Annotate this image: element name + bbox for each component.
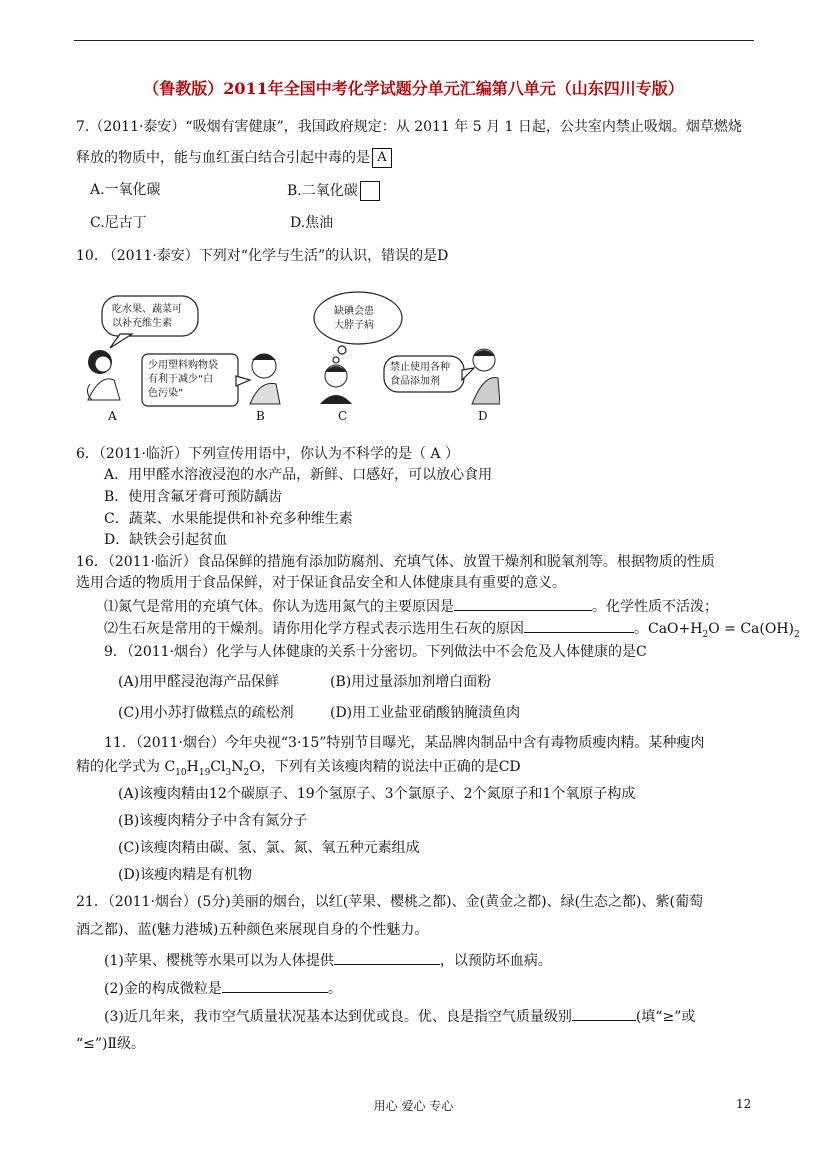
- q11-option-d: (D)该瘦肉精是有机物: [118, 867, 253, 883]
- bubble-b-line1: 少用塑料购物袋: [148, 360, 218, 371]
- bubble-b-line3: 色污染”: [148, 388, 184, 399]
- bubble-a-line1: 吃水果、蔬菜可: [112, 304, 182, 315]
- bubble-d-line2: 食品添加剂: [390, 376, 440, 387]
- bubble-b-line2: 有利于减少“白: [148, 374, 214, 385]
- q7-option-c: C.尼古丁: [90, 215, 147, 231]
- person-c-icon: [320, 365, 352, 404]
- q9-line1: 9．（2011·烟台）化学与人体健康的关系十分密切。下列做法中不会危及人体健康的是C: [104, 644, 647, 660]
- q16-sub1-blank[interactable]: [454, 596, 592, 611]
- q21-sub3: (3)近几年来，我市空气质量状况基本达到优或良。优、良是指空气质量级别 (填“≥”或: [104, 1006, 695, 1026]
- figure-label-c: C: [338, 409, 348, 423]
- q16-sub1: ⑴氮气是常用的充填气体。你认为选用氮气的主要原因是 。化学性质不活泼；: [104, 596, 718, 616]
- bubble-d: [384, 356, 474, 392]
- q6-option-a: A．用甲醛水溶液浸泡的水产品，新鲜、口感好，可以放心食用: [104, 467, 493, 483]
- q7-option-a: A.一氧化碳: [90, 182, 161, 198]
- figure-label-d: D: [478, 409, 488, 423]
- bubble-c: [314, 292, 402, 363]
- q21-line1: 21．（2011·烟台）(5分)美丽的烟台，以红(苹果、樱桃之都)、金(黄金之都)、绿(生态之都)、紫(葡萄: [76, 894, 703, 910]
- bubble-b: [142, 354, 250, 406]
- q11-line1: 11．（2011·烟台）今年央视“3·15”特别节目曝光，某品牌肉制品中含有毒物质瘦肉精。某种瘦肉: [104, 735, 705, 751]
- q9-option-a: (A)用甲醛浸泡海产品保鲜: [118, 674, 280, 690]
- q11-line2: 精的化学式为 $C_{10}H_{19}Cl_3N_2O$，下列有关该瘦肉精的说法中正确的是CD: [76, 759, 521, 778]
- q16-sub2: ⑵生石灰是常用的干燥剂。请你用化学方程式表示选用生石灰的原因 。$CaO+H_2O = Ca(OH)_2$: [104, 618, 800, 644]
- q6-option-b: B．使用含氟牙膏可预防龋齿: [104, 489, 283, 505]
- page-number: 12: [736, 1097, 752, 1111]
- page-title: （鲁教版）2011年全国中考化学试题分单元汇编第八单元（山东四川专版）: [143, 79, 684, 98]
- q16-line1: 16．（2011·临沂）食品保鲜的措施有添加防腐剂、充填气体、放置干燥剂和脱氧剂等。根据物质的性质: [76, 554, 715, 570]
- q6-option-c: C．蔬菜、水果能提供和补充多种维生素: [104, 511, 353, 527]
- q9-option-c: (C)用小苏打做糕点的疏松剂: [118, 705, 294, 721]
- person-a-icon: [87, 350, 120, 400]
- bubble-c-line2: 大脖子病: [334, 320, 374, 331]
- q21-sub1: (1)苹果、樱桃等水果可以为人体提供 ，以预防坏血病。: [104, 950, 552, 970]
- q11-option-b: (B)该瘦肉精分子中含有氮分子: [118, 813, 308, 829]
- q11-option-c: (C)该瘦肉精由碳、氢、氯、氮、氧五种元素组成: [118, 840, 420, 856]
- q7-line2: 释放的物质中，能与血红蛋白结合引起中毒的是 A: [76, 148, 392, 168]
- q6-line1: 6．（2011·临沂）下列宣传用语中，你认为不科学的是（ A ）: [76, 446, 459, 462]
- q7-option-d: D.焦油: [290, 215, 334, 231]
- q7-line1: 7.（2011·泰安）“吸烟有害健康”，我国政府规定：从 2011 年 5 月 1 日起，公共室内禁止吸烟。烟草燃烧: [76, 119, 742, 135]
- q7-option-b: B.二氧化碳: [287, 181, 380, 201]
- person-b-icon: [250, 354, 280, 404]
- header-rule: [74, 40, 754, 41]
- person-d-icon: [472, 349, 500, 404]
- q7-empty-box: [360, 181, 380, 201]
- figure-label-b: B: [256, 409, 265, 423]
- figure-label-a: A: [108, 409, 117, 423]
- q9-option-d: (D)用工业盐亚硝酸钠腌渍鱼肉: [330, 705, 521, 721]
- q21-sub2: (2)金的构成微粒是 。: [104, 978, 342, 998]
- q7-answer-box: A: [372, 148, 392, 168]
- q9-option-b: (B)用过量添加剂增白面粉: [330, 674, 492, 690]
- q10-cartoon-figure: [80, 288, 500, 428]
- q21-sub2-blank[interactable]: [222, 978, 328, 993]
- q21-sub1-blank[interactable]: [334, 950, 440, 965]
- q21-line2: 酒之都)、蓝(魅力港城)五种颜色来展现自身的个性魅力。: [76, 922, 429, 938]
- bubble-d-line1: 禁止使用各种: [390, 362, 450, 373]
- q10-line1: 10. （2011·泰安）下列对“化学与生活”的认识，错误的是D: [76, 248, 449, 264]
- q21-line4: “≤”)Ⅱ级。: [76, 1036, 146, 1052]
- q21-sub3-blank[interactable]: [572, 1006, 636, 1021]
- bubble-a-line2: 以补充维生素: [112, 318, 172, 329]
- q6-option-d: D．缺铁会引起贫血: [104, 532, 228, 548]
- q11-option-a: (A)该瘦肉精由12个碳原子、19个氢原子、3个氯原子、2个氮原子和1个氧原子构成: [118, 786, 636, 802]
- footer-slogan: 用心 爱心 专心: [373, 1099, 454, 1113]
- bubble-c-line1: 缺碘会患: [334, 306, 374, 317]
- bubble-a: [102, 296, 198, 348]
- q16-line2: 选用合适的物质用于食品保鲜，对于保证食品安全和人体健康具有重要的意义。: [76, 575, 566, 591]
- q16-sub2-blank[interactable]: [524, 618, 634, 633]
